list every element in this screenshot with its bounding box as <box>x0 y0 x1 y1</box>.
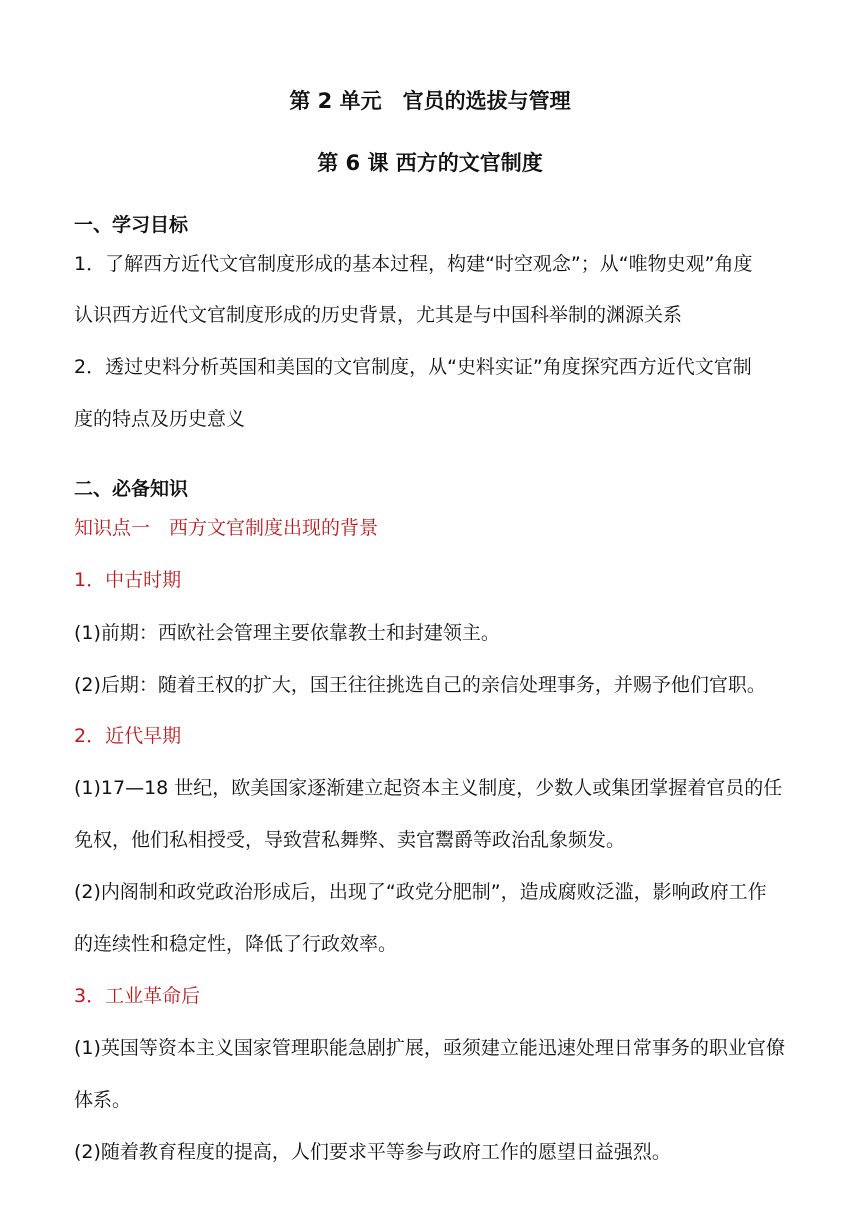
section1-heading: 一、学习目标 <box>74 214 189 236</box>
body-line: (1)17—18 世纪，欧美国家逐渐建立起资本主义制度，少数人或集团掌握着官员的任 <box>74 777 783 799</box>
objective-line: 度的特点及历史意义 <box>74 408 246 430</box>
body-line: (1)英国等资本主义国家管理职能急剧扩展，亟须建立能迅速处理日常事务的职业官僚 <box>74 1037 785 1059</box>
subsection-title: 1．中古时期 <box>74 569 182 591</box>
knowledge-point-title: 知识点一 西方文官制度出现的背景 <box>74 517 379 539</box>
objective-line: 2．透过史料分析英国和美国的文官制度，从“史料实证”角度探究西方近代文官制 <box>74 356 752 378</box>
subsection-title: 2．近代早期 <box>74 725 182 747</box>
objective-line: 认识西方近代文官制度形成的历史背景，尤其是与中国科举制的渊源关系 <box>74 304 683 326</box>
body-line: 体系。 <box>74 1089 132 1111</box>
subsection-title: 3．工业革命后 <box>74 985 201 1007</box>
body-line: (2)后期：随着王权的扩大，国王往往挑选自己的亲信处理事务，并赐予他们官职。 <box>74 674 766 696</box>
body-line: (2)内阁制和政党政治形成后，出现了“政党分肥制”，造成腐败泛滥，影响政府工作 <box>74 881 767 903</box>
lesson-title: 第 6 课 西方的文官制度 <box>317 151 543 175</box>
body-line: 免权，他们私相授受，导致营私舞弊、卖官鬻爵等政治乱象频发。 <box>74 829 626 851</box>
body-line: (1)前期：西欧社会管理主要依靠教士和封建领主。 <box>74 622 500 644</box>
objective-line: 1．了解西方近代文官制度形成的基本过程，构建“时空观念”；从“唯物史观”角度 <box>74 253 753 275</box>
section2-heading: 二、必备知识 <box>74 478 189 500</box>
body-line: 的连续性和稳定性，降低了行政效率。 <box>74 933 398 955</box>
body-line: (2)随着教育程度的提高，人们要求平等参与政府工作的愿望日益强烈。 <box>74 1141 671 1163</box>
unit-title: 第 2 单元 官员的选拔与管理 <box>289 89 571 113</box>
